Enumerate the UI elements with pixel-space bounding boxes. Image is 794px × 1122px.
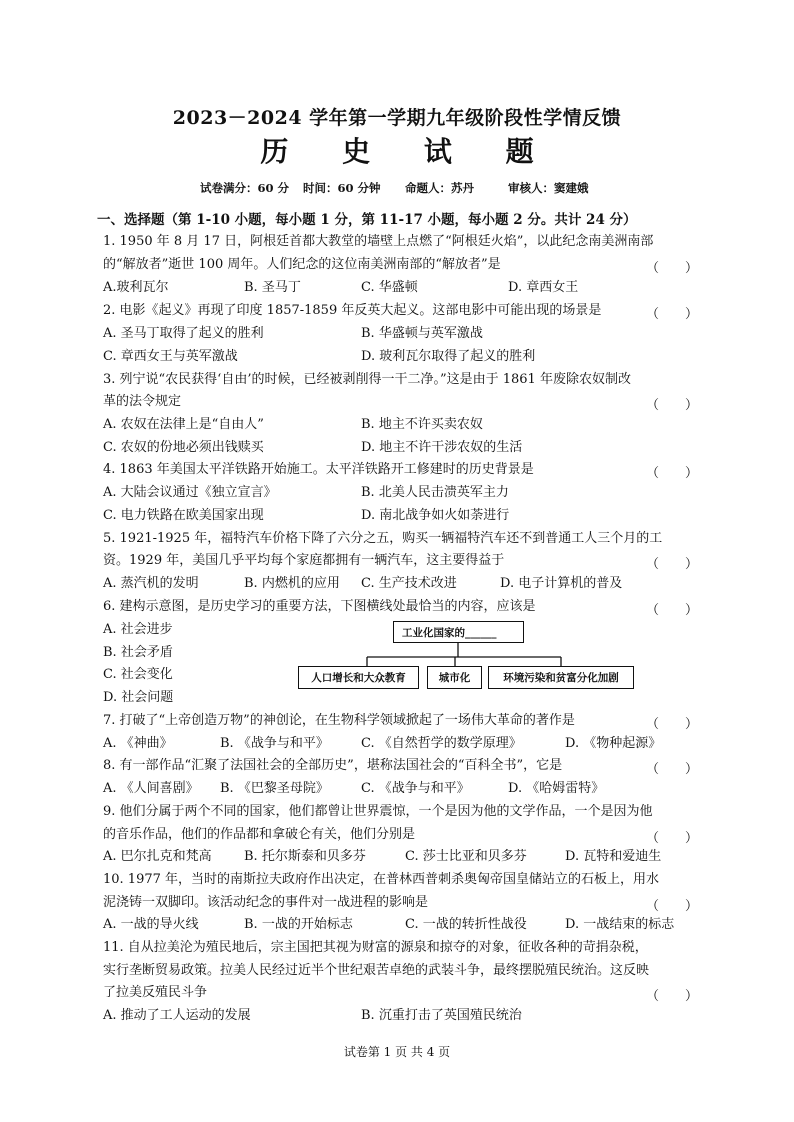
option-b: B. 圣马丁 <box>244 280 301 295</box>
question-11-line-1: 11. 自从拉美沦为殖民地后，宗主国把其视为财富的源泉和掠夺的对象，征收各种的苛捐杂税， <box>103 940 648 955</box>
question-3-line-2: 革的法令规定 <box>103 394 182 409</box>
option-d: D. 电子计算机的普及 <box>500 576 623 591</box>
reviewer: 审核人：窦建娥 <box>508 181 589 195</box>
answer-paren: （ ） <box>646 989 699 1004</box>
question-6-line-1: 6. 建构示意图，是历史学习的重要方法，下图横线处最恰当的内容，应该是 <box>103 599 536 614</box>
option-b: B. 地主不许买卖农奴 <box>361 417 483 432</box>
option-b: B. 北美人民击溃英军主力 <box>361 485 509 500</box>
option-c: C. 《战争与和平》 <box>361 781 470 796</box>
answer-paren: （ ） <box>646 307 699 322</box>
option-a: A. 圣马丁取得了起义的胜利 <box>103 326 264 341</box>
question-1-line-1: 1. 1950 年 8 月 17 日，阿根廷首都大教堂的墙壁上点燃了“阿根廷火焰”，以此纪念南美洲南部 <box>103 234 654 249</box>
full-score: 试卷满分：60 分 <box>200 181 290 195</box>
question-10-line-1: 10. 1977 年，当时的南斯拉夫政府作出决定，在普林西普刺杀奥匈帝国皇储站立的石板上，用水 <box>103 872 660 887</box>
option-c: C. 社会变化 <box>103 667 173 682</box>
option-a: A. 《人间喜剧》 <box>103 781 199 796</box>
question-3-line-1: 3. 列宁说“农民获得‘自由’的时候，已经被剥削得一干二净。”这是由于 1861 年废除农奴制改 <box>103 372 631 387</box>
option-b: B. 《战争与和平》 <box>220 736 329 751</box>
diagram-box-urbanization: 城市化 <box>427 666 482 689</box>
exam-time: 时间：60 分钟 <box>303 181 381 195</box>
question-10-line-2: 泥浇铸一双脚印。该活动纪念的事件对一战进程的影响是 <box>103 895 429 910</box>
option-b: B. 沉重打击了英国殖民统治 <box>361 1008 522 1023</box>
diagram-box-pollution: 环境污染和贫富分化加剧 <box>488 666 634 689</box>
option-b: B. 一战的开始标志 <box>244 917 353 932</box>
answer-paren: （ ） <box>646 899 699 914</box>
option-b: B. 华盛顿与英军激战 <box>361 326 483 341</box>
option-d: D. 章西女王 <box>508 280 579 295</box>
option-a: A. 社会进步 <box>103 622 173 637</box>
option-d: D. 玻利瓦尔取得了起义的胜利 <box>361 349 536 364</box>
option-c: C. 一战的转折性战役 <box>405 917 527 932</box>
option-a: A. 推动了工人运动的发展 <box>103 1008 251 1023</box>
option-d: D. 《哈姆雷特》 <box>508 781 605 796</box>
option-c: C. 章西女王与英军激战 <box>103 349 238 364</box>
option-d: D. 地主不许干涉农奴的生活 <box>361 440 523 455</box>
section-heading: 一、选择题（第 1-10 小题，每小题 1 分，第 11-17 小题，每小题 2 分。共计 24 分） <box>97 212 637 228</box>
answer-paren: （ ） <box>646 603 699 618</box>
option-a: A. 蒸汽机的发明 <box>103 576 199 591</box>
question-9-line-2: 的音乐作品，他们的作品都和拿破仑有关，他们分别是 <box>103 827 416 842</box>
option-c: C. 农奴的份地必须出钱赎买 <box>103 440 264 455</box>
question-9-line-1: 9. 他们分属于两个不同的国家，他们都曾让世界震惊，一个是因为他的文学作品，一个是因为他 <box>103 804 653 819</box>
diagram-box-population: 人口增长和大众教育 <box>298 666 419 689</box>
option-d: D. 瓦特和爱迪生 <box>565 849 662 864</box>
option-c: C. 电力铁路在欧美国家出现 <box>103 508 264 523</box>
question-7-line-1: 7. 打破了“上帝创造万物”的神创论，在生物科学领域掀起了一场伟大革命的著作是 <box>103 713 575 728</box>
option-d: D. 社会问题 <box>103 690 174 705</box>
question-11-line-2: 实行垄断贸易政策。拉美人民经过近半个世纪艰苦卓绝的武装斗争，最终摆脱殖民统治。这反映 <box>103 963 650 978</box>
answer-paren: （ ） <box>646 557 699 572</box>
page-footer: 试卷第 1 页 共 4 页 <box>343 1045 451 1059</box>
option-b: B. 托尔斯泰和贝多芬 <box>244 849 366 864</box>
answer-paren: （ ） <box>646 398 699 413</box>
option-c: C. 莎士比亚和贝多芬 <box>405 849 527 864</box>
question-2-line-1: 2. 电影《起义》再现了印度 1857-1859 年反英大起义。这部电影中可能出现的场景是 <box>103 303 602 318</box>
option-a: A. 《神曲》 <box>103 736 173 751</box>
option-a: A.玻利瓦尔 <box>103 280 169 295</box>
author: 命题人：苏丹 <box>405 181 474 195</box>
option-a: A. 一战的导火线 <box>103 917 199 932</box>
option-b: B. 内燃机的应用 <box>244 576 340 591</box>
question-8-line-1: 8. 有一部作品“汇聚了法国社会的全部历史”，堪称法国社会的“百科全书”，它是 <box>103 758 563 773</box>
question-5-line-2: 资。1929 年，美国几乎平均每个家庭都拥有一辆汽车，这主要得益于 <box>103 553 505 568</box>
option-c: C. 《自然哲学的数学原理》 <box>361 736 522 751</box>
answer-paren: （ ） <box>646 261 699 276</box>
option-d: D. 南北战争如火如荼进行 <box>361 508 510 523</box>
question-1-line-2: 的“解放者”逝世 100 周年。人们纪念的这位南美洲南部的“解放者”是 <box>103 257 501 272</box>
answer-paren: （ ） <box>646 466 699 481</box>
option-b: B. 《巴黎圣母院》 <box>220 781 329 796</box>
option-d: D. 《物种起源》 <box>565 736 662 751</box>
question-4-line-1: 4. 1863 年美国太平洋铁路开始施工。太平洋铁路开工修建时的历史背景是 <box>103 462 534 477</box>
question-11-line-3: 了拉美反殖民斗争 <box>103 985 208 1000</box>
answer-paren: （ ） <box>646 831 699 846</box>
option-a: A. 农奴在法律上是“自由人” <box>103 417 264 432</box>
answer-paren: （ ） <box>646 717 699 732</box>
subject-title: 历 史 试 题 <box>260 135 556 168</box>
option-c: C. 华盛顿 <box>361 280 418 295</box>
option-a: A. 大陆会议通过《独立宣言》 <box>103 485 277 500</box>
diagram-top-box: 工业化国家的______ <box>393 621 524 643</box>
option-d: D. 一战结束的标志 <box>565 917 675 932</box>
exam-header-title: 2023－2024 学年第一学期九年级阶段性学情反馈 <box>172 107 622 129</box>
option-a: A. 巴尔扎克和梵高 <box>103 849 212 864</box>
answer-paren: （ ） <box>646 762 699 777</box>
option-c: C. 生产技术改进 <box>361 576 457 591</box>
option-b: B. 社会矛盾 <box>103 645 173 660</box>
question-5-line-1: 5. 1921-1925 年，福特汽车价格下降了六分之五，购买一辆福特汽车还不到普通工人三个月的工 <box>103 531 663 546</box>
